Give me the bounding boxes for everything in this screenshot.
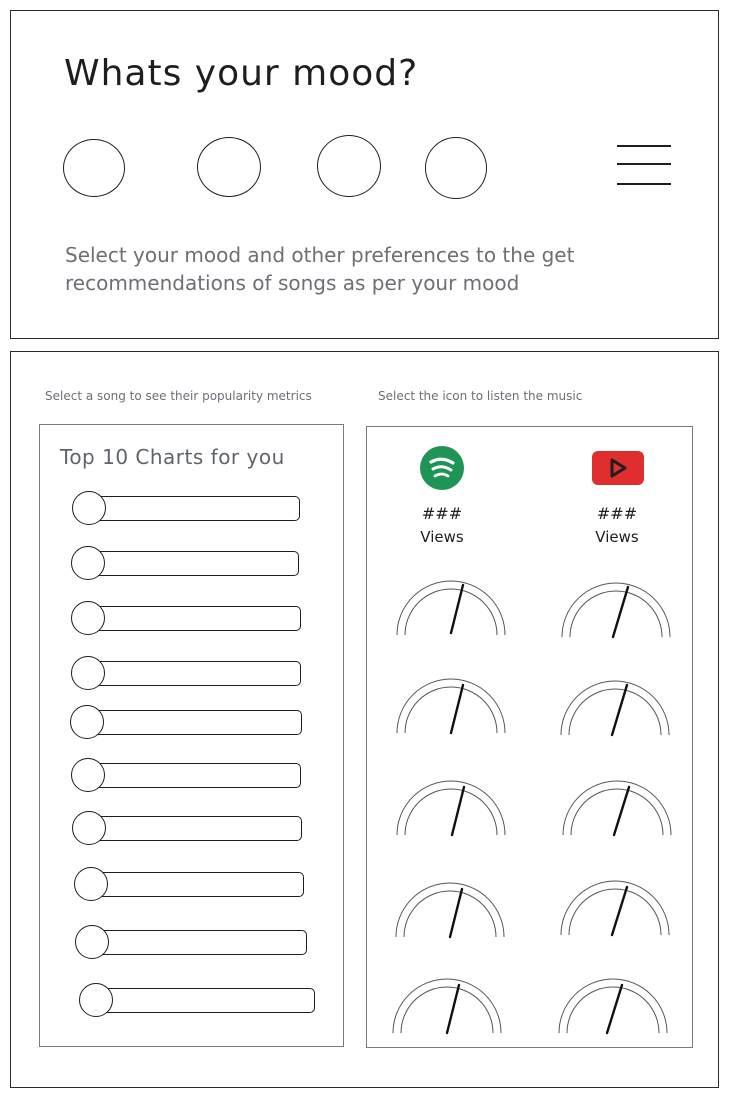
song-select-knob[interactable] [71, 656, 105, 690]
song-item-10[interactable] [79, 983, 311, 1017]
song-select-knob[interactable] [71, 546, 105, 580]
spotify-gauge-4 [392, 879, 508, 941]
mood-description: Select your mood and other preferences to the get recommendations of songs as per your mood [65, 243, 575, 295]
spotify-gauge-2 [393, 675, 509, 737]
song-select-knob[interactable] [75, 925, 109, 959]
song-item-3[interactable] [71, 601, 301, 635]
youtube-gauge-4 [557, 877, 673, 939]
song-bar[interactable] [84, 710, 302, 735]
youtube-icon[interactable] [591, 450, 645, 486]
spotify-icon[interactable] [419, 445, 465, 491]
mood-option-1[interactable] [63, 139, 125, 197]
song-select-knob[interactable] [74, 867, 108, 901]
spotify-gauge-5 [389, 975, 505, 1037]
mood-option-2[interactable] [197, 137, 261, 197]
hamburger-menu-icon[interactable] [617, 141, 671, 187]
mood-panel [10, 10, 719, 339]
youtube-gauge-1 [558, 579, 674, 641]
mood-option-4[interactable] [425, 137, 487, 199]
song-item-2[interactable] [71, 546, 301, 580]
listen-hint: Select the icon to listen the music [378, 389, 583, 403]
listen-panel [366, 426, 693, 1048]
song-bar[interactable] [93, 988, 315, 1013]
spotify-gauge-1 [393, 577, 509, 639]
song-select-knob[interactable] [71, 758, 105, 792]
song-bar[interactable] [85, 661, 301, 686]
song-bar[interactable] [85, 551, 299, 576]
song-select-knob[interactable] [70, 705, 104, 739]
mood-option-3[interactable] [317, 135, 381, 197]
spotify-gauge-3 [393, 777, 509, 839]
song-bar[interactable] [89, 930, 307, 955]
top-charts-panel [39, 424, 344, 1047]
song-bar[interactable] [88, 872, 304, 897]
song-select-knob[interactable] [79, 983, 113, 1017]
song-item-8[interactable] [74, 867, 304, 901]
song-item-7[interactable] [72, 811, 302, 845]
youtube-views-label: Views [595, 528, 639, 546]
charts-title: Top 10 Charts for you [60, 445, 285, 469]
song-item-9[interactable] [75, 925, 305, 959]
spotify-views-count: ### [421, 504, 463, 523]
youtube-gauge-3 [559, 777, 675, 839]
song-item-4[interactable] [71, 656, 301, 690]
song-select-knob[interactable] [72, 491, 106, 525]
youtube-gauge-2 [557, 677, 673, 739]
song-bar[interactable] [85, 763, 301, 788]
charts-hint: Select a song to see their popularity metrics [45, 389, 312, 403]
spotify-views-label: Views [420, 528, 464, 546]
youtube-gauge-5 [555, 975, 671, 1037]
song-bar[interactable] [86, 816, 302, 841]
song-item-1[interactable] [72, 491, 302, 525]
page-title: Whats your mood? [64, 53, 419, 94]
song-item-6[interactable] [71, 758, 301, 792]
youtube-views-count: ### [596, 504, 638, 523]
song-item-5[interactable] [70, 705, 300, 739]
song-bar[interactable] [86, 496, 300, 521]
song-bar[interactable] [85, 606, 301, 631]
song-select-knob[interactable] [72, 811, 106, 845]
results-panel [10, 351, 719, 1088]
song-select-knob[interactable] [71, 601, 105, 635]
